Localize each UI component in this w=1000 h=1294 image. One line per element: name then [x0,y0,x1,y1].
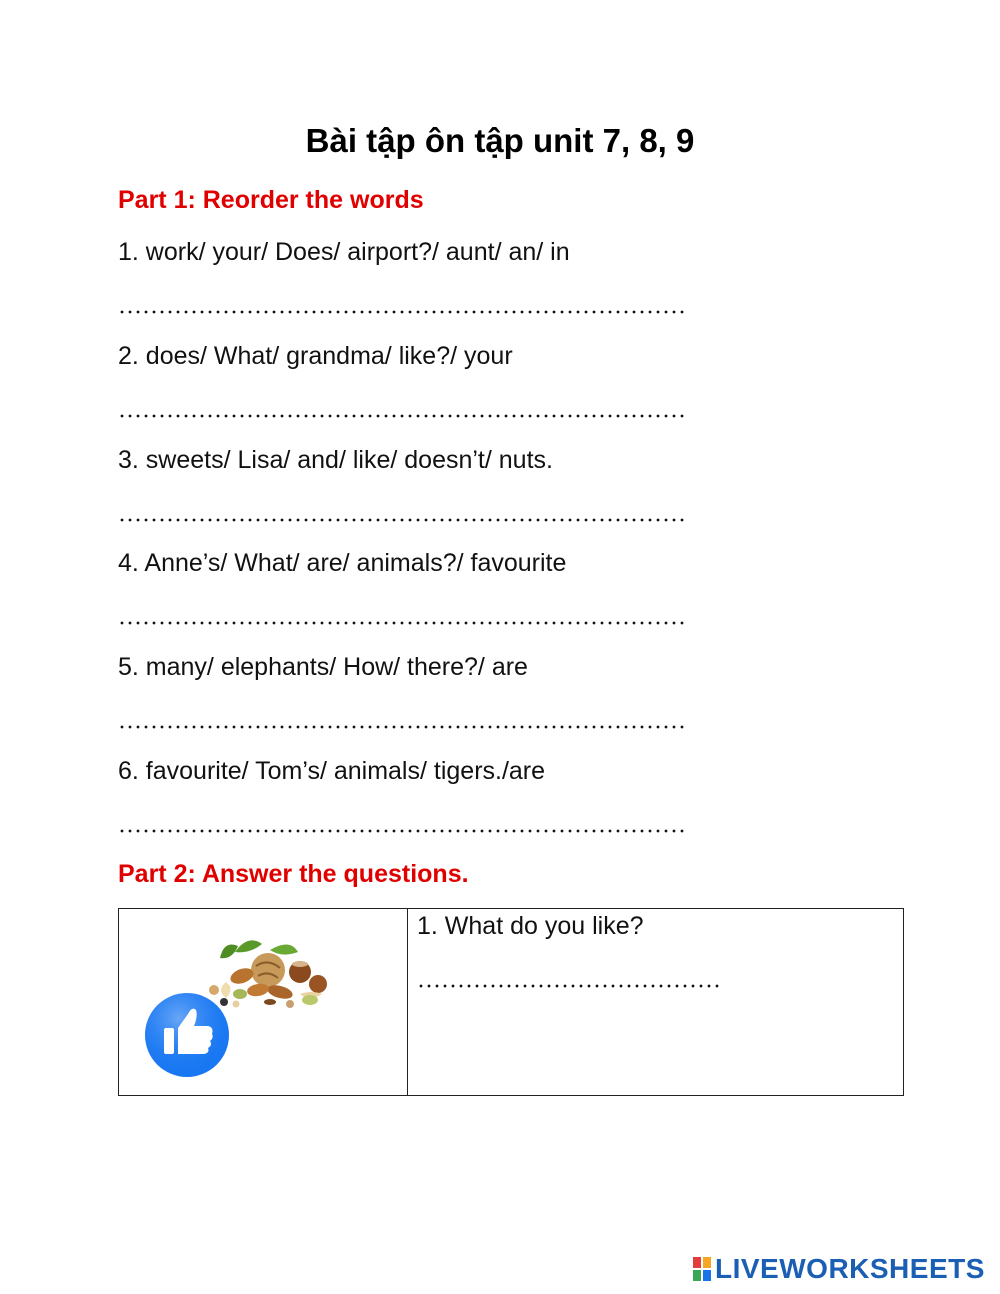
part2-heading: Part 2: Answer the questions. [118,860,469,888]
nuts-illustration [209,940,327,1008]
part2-answer-field-1[interactable] [417,983,719,989]
liveworksheets-logo [692,1252,985,1286]
question-5: 5. many/ elephants/ How/ there?/ are [118,653,528,681]
part1-heading: Part 1: Reorder the words [118,186,424,214]
brand-name: LIVEWORKSHEETS [715,1253,985,1284]
answer-field-5[interactable] [118,724,686,730]
thumbs-up-icon [145,993,229,1077]
part2-question-1: 1. What do you like? [417,912,644,940]
answer-field-2[interactable] [118,413,686,419]
question-4: 4. Anne’s/ What/ are/ animals?/ favourite [118,549,567,577]
nuts-thumbs-up-illustration [140,930,340,1080]
liveworksheets-logo-icon [692,1255,712,1283]
question-3: 3. sweets/ Lisa/ and/ like/ doesn’t/ nuts. [118,446,553,474]
question-1: 1. work/ your/ Does/ airport?/ aunt/ an/ in [118,238,570,266]
table-divider [407,908,408,1096]
question-2: 2. does/ What/ grandma/ like?/ your [118,342,513,370]
answer-field-3[interactable] [118,517,686,523]
page-title: Bài tập ôn tập unit 7, 8, 9 [305,122,695,159]
question-6: 6. favourite/ Tom’s/ animals/ tigers./are [118,757,546,785]
answer-field-4[interactable] [118,620,686,626]
answer-field-6[interactable] [118,828,686,834]
answer-field-1[interactable] [118,309,686,315]
